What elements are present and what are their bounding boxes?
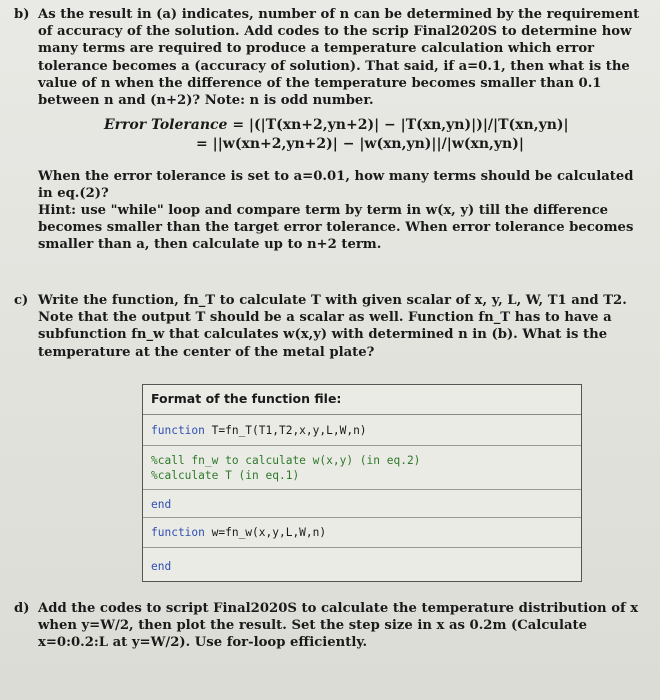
fn-w-signature: w=fn_w(x,y,L,W,n): [204, 526, 327, 539]
code-separator: [143, 489, 581, 490]
part-c-marker: c): [14, 293, 29, 308]
keyword-function: function: [151, 424, 205, 437]
equation-label: Error Tolerance: [104, 117, 228, 133]
function-format-box: [142, 384, 582, 582]
equation-line-2: = ||w(xn+2,yn+2)| − |w(xn,yn)||/|w(xn,yn)|: [196, 136, 524, 152]
code-separator: [143, 517, 581, 518]
function-format-title: Format of the function file:: [143, 385, 581, 415]
equation-line-1: = |(|T(xn+2,yn+2)| − |T(xn,yn)|)|/|T(xn,yn)|: [232, 117, 569, 133]
code-separator: [143, 445, 581, 446]
code-comment-1: %call fn_w to calculate w(x,y) (in eq.2): [151, 454, 421, 467]
keyword-end: end: [151, 560, 172, 573]
part-d-section: [14, 600, 644, 652]
part-b-marker: b): [14, 7, 30, 22]
code-comment-2: %calculate T (in eq.1): [151, 469, 300, 482]
keyword-function: function: [151, 526, 205, 539]
part-d-paragraph: Add the codes to script Final2020S to calculate the temperature distribution of x when y=W/2, then plot the result. Set the step size in x as 0.2m (Calculate x=0:0.2:L at y=W/2). Use for-loop efficiently.: [38, 601, 639, 651]
code-separator: [143, 547, 581, 548]
error-tolerance-equation: [104, 116, 644, 154]
code-line-fn-w: [151, 525, 326, 540]
part-d-marker: d): [14, 601, 30, 616]
part-b-section: [14, 6, 644, 109]
part-b-paragraph: As the result in (a) indicates, number of n can be determined by the requirement of accuracy of the solution. Add codes to the scrip Final2020S to determine how many terms are required to produce a temperature calculation which error tolerance becomes a (accuracy of solution). That said, if a=0.1, then what is the value of n when the difference of the temperature becomes smaller than 0.1 between n and (n+2)? Note: n is odd number.: [38, 7, 640, 109]
code-line-fn-t: [151, 423, 367, 438]
part-b-hint: Hint: use "while" loop and compare term by term in w(x, y) till the difference becomes smaller than the target error tolerance. When error tolerance becomes smaller than a, then calculate up to n+2 term.: [38, 203, 634, 253]
part-b-question: When the error tolerance is set to a=0.01, how many terms should be calculated in eq.(2)?: [38, 169, 634, 202]
keyword-end: end: [151, 498, 172, 511]
part-c-paragraph: Write the function, fn_T to calculate T with given scalar of x, y, L, W, T1 and T2. Note that the output T should be a scalar as well. Function fn_T has to have a subfunction fn_w that calculates w(x,y) with determined n in (b). What is the temperature at the center of the metal plate?: [38, 293, 627, 360]
part-c-section: [14, 292, 644, 361]
fn-t-signature: T=fn_T(T1,T2,x,y,L,W,n): [204, 424, 367, 437]
